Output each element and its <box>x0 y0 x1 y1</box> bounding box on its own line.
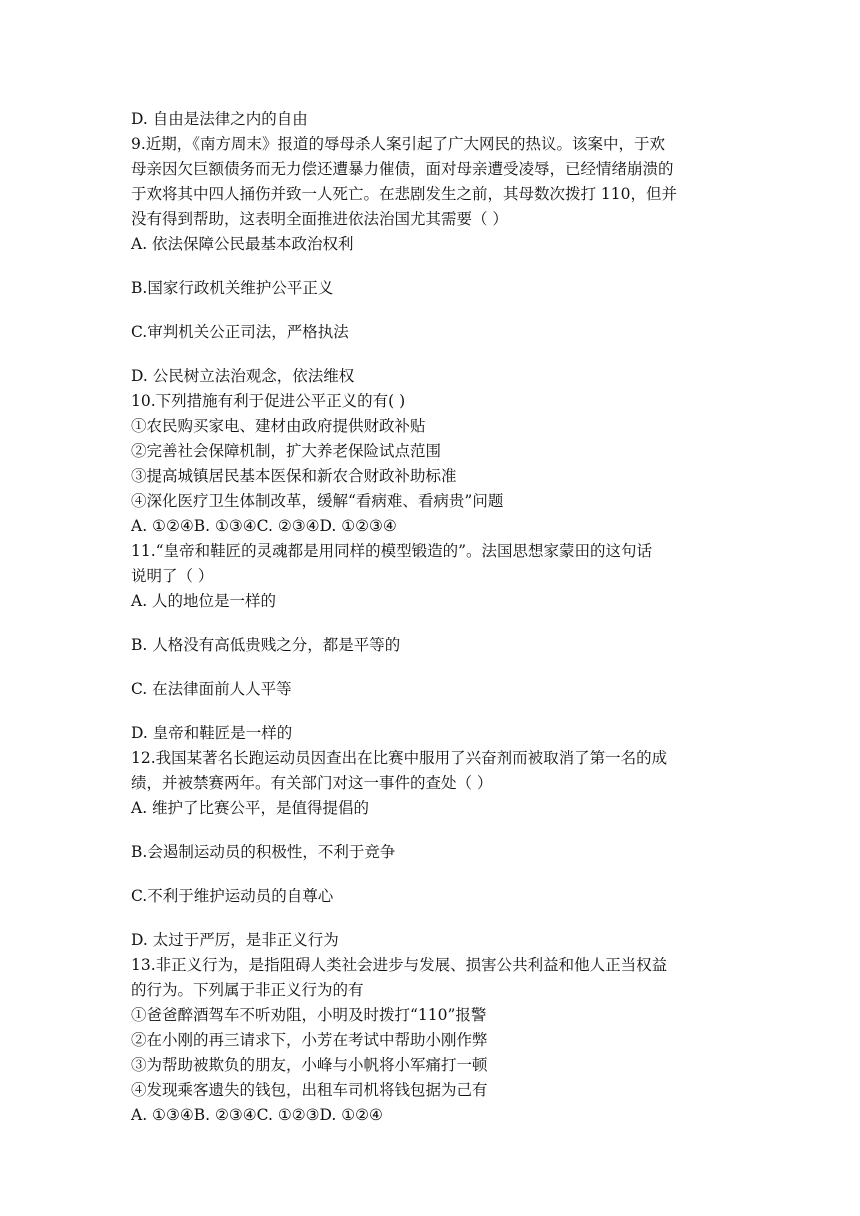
document-page <box>131 107 741 1128</box>
text-line: D. 自由是法律之内的自由 <box>131 110 308 128</box>
text-line: 绩，并被禁赛两年。有关部门对这一事件的查处（ ） <box>131 774 493 792</box>
text-line: B.国家行政机关维护公平正义 <box>131 279 334 297</box>
text-line: 母亲因欠巨额债务而无力偿还遭暴力催债，面对母亲遭受凌辱，已经情绪崩溃的 <box>131 160 674 178</box>
text-line: ④深化医疗卫生体制改革，缓解“看病难、看病贵”问题 <box>131 492 504 510</box>
text-line: ①农民购买家电、建材由政府提供财政补贴 <box>131 417 426 435</box>
text-line: C. 在法律面前人人平等 <box>131 680 292 698</box>
text-line: A. ①②④B. ①③④C. ②③④D. ①②③④ <box>131 517 397 535</box>
text-line: C.审判机关公正司法，严格执法 <box>131 323 349 341</box>
text-line: A. 维护了比赛公平，是值得提倡的 <box>131 799 370 817</box>
text-line: 12.我国某著名长跑运动员因查出在比赛中服用了兴奋剂而被取消了第一名的成 <box>131 749 668 767</box>
text-line: ③为帮助被欺负的朋友，小峰与小帆将小军痛打一顿 <box>131 1056 488 1074</box>
text-line: D. 皇帝和鞋匠是一样的 <box>131 724 293 742</box>
text-line: 13.非正义行为，是指阻碍人类社会进步与发展、损害公共利益和他人正当权益 <box>131 956 668 974</box>
text-line: A. 依法保障公民最基本政治权利 <box>131 235 354 253</box>
text-line: C.不利于维护运动员的自尊心 <box>131 887 334 905</box>
text-line: 说明了（ ） <box>131 567 214 585</box>
text-line: B. 人格没有高低贵贱之分，都是平等的 <box>131 636 401 654</box>
text-line: 10.下列措施有利于促进公平正义的有( ) <box>131 392 406 410</box>
text-line: ④发现乘客遗失的钱包，出租车司机将钱包据为己有 <box>131 1081 488 1099</box>
text-line: ②在小刚的再三请求下，小芳在考试中帮助小刚作弊 <box>131 1031 488 1049</box>
text-line: 9.近期，《南方周末》报道的辱母杀人案引起了广大网民的热议。该案中，于欢 <box>131 135 666 153</box>
text-line: 于欢将其中四人捅伤并致一人死亡。在悲剧发生之前，其母数次拨打 110，但并 <box>131 185 678 203</box>
text-line: A. 人的地位是一样的 <box>131 592 277 610</box>
text-line: A. ①③④B. ②③④C. ①②③D. ①②④ <box>131 1106 383 1124</box>
text-line: 没有得到帮助，这表明全面推进依法治国尤其需要（ ） <box>131 210 508 228</box>
text-line: 11.“皇帝和鞋匠的灵魂都是用同样的模型锻造的”。法国思想家蒙田的这句话 <box>131 542 653 560</box>
text-line: D. 公民树立法治观念，依法维权 <box>131 367 355 385</box>
text-line: 的行为。下列属于非正义行为的有 <box>131 981 364 999</box>
text-line: B.会遏制运动员的积极性，不利于竞争 <box>131 843 396 861</box>
text-line: D. 太过于严厉，是非正义行为 <box>131 931 339 949</box>
text-line: ②完善社会保障机制，扩大养老保险试点范围 <box>131 442 442 460</box>
text-line: ①爸爸醉酒驾车不听劝阻，小明及时拨打“110”报警 <box>131 1006 487 1024</box>
text-line: ③提高城镇居民基本医保和新农合财政补助标准 <box>131 467 457 485</box>
